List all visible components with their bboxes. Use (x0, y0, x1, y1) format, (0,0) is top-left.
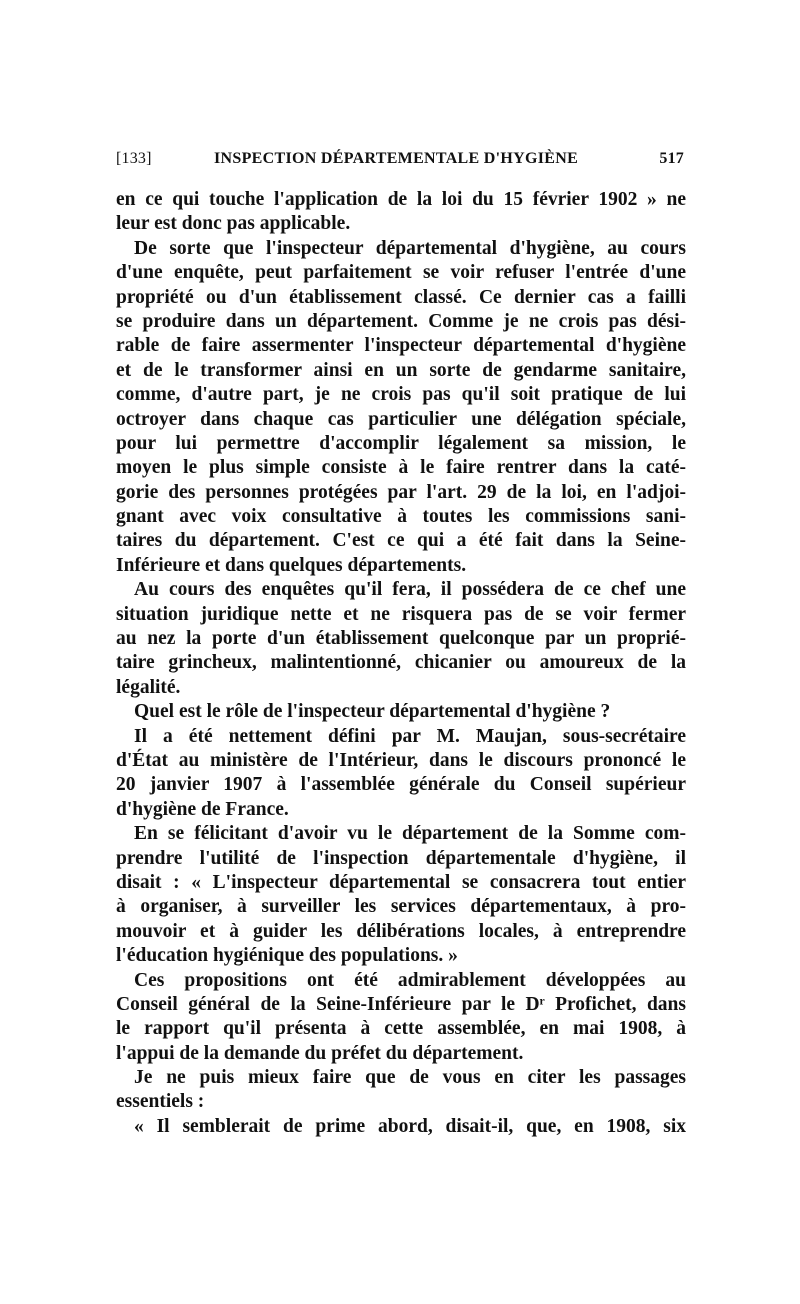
text-line: essentiels : (116, 1091, 205, 1113)
text-line: De sorte que l'inspecteur départemental d'hygiène, au cours (134, 237, 686, 259)
text-line: taire grincheux, malintentionné, chicanier ou amoureux de la (116, 652, 686, 674)
text-line: à organiser, à surveiller les services départementaux, à pro- (116, 896, 686, 918)
text-line: Ces propositions ont été admirablement développées au (134, 969, 686, 991)
text-line: au nez la porte d'un établissement quelconque par un proprié- (116, 628, 686, 650)
text-line: Inférieure et dans quelques départements. (116, 554, 467, 576)
text-line: pour lui permettre d'accomplir légalement sa mission, le (116, 432, 686, 454)
text-line: Conseil général de la Seine-Inférieure par le Dʳ Profichet, dans (116, 993, 686, 1015)
text-line: se produire dans un département. Comme je ne crois pas dési- (116, 310, 686, 332)
body-text (116, 188, 686, 1139)
page-number: 517 (659, 150, 684, 167)
text-line: Quel est le rôle de l'inspecteur départemental d'hygiène ? (134, 701, 611, 723)
text-line: mouvoir et à guider les délibérations locales, à entreprendre (116, 920, 686, 942)
text-line: rable de faire assermenter l'inspecteur départemental d'hygiène (116, 335, 686, 357)
text-line: comme, d'autre part, je ne crois pas qu'il soit pratique de lui (116, 384, 686, 406)
text-line: Au cours des enquêtes qu'il fera, il possédera de ce chef une (134, 579, 686, 601)
text-line: le rapport qu'il présenta à cette assemblée, en mai 1908, à (116, 1018, 686, 1040)
running-head (116, 150, 684, 174)
text-line: l'appui de la demande du préfet du département. (116, 1042, 524, 1064)
page-reference: [133] (116, 150, 152, 167)
text-line: 20 janvier 1907 à l'assemblée générale du Conseil supérieur (116, 774, 686, 796)
text-line: prendre l'utilité de l'inspection départementale d'hygiène, il (116, 847, 686, 869)
running-title: INSPECTION DÉPARTEMENTALE D'HYGIÈNE (214, 150, 579, 167)
text-line: d'État au ministère de l'Intérieur, dans le discours prononcé le (116, 749, 686, 771)
text-line: octroyer dans chaque cas particulier une délégation spéciale, (116, 408, 686, 430)
text-line: d'hygiène de France. (116, 798, 289, 820)
text-line: propriété ou d'un établissement classé. Ce dernier cas a failli (116, 286, 686, 308)
text-line: Je ne puis mieux faire que de vous en citer les passages (134, 1067, 686, 1089)
text-line: gorie des personnes protégées par l'art. 29 de la loi, en l'adjoi- (116, 481, 686, 503)
text-line: d'une enquête, peut parfaitement se voir refuser l'entrée d'une (116, 262, 686, 284)
text-line: moyen le plus simple consiste à le faire rentrer dans la caté- (116, 457, 686, 479)
text-line: l'éducation hygiénique des populations. » (116, 945, 458, 967)
text-line: taires du département. C'est ce qui a été fait dans la Seine- (116, 530, 686, 552)
text-line: disait : « L'inspecteur départemental se consacrera tout entier (116, 871, 686, 893)
text-line: En se félicitant d'avoir vu le département de la Somme com- (134, 823, 686, 845)
text-line: Il a été nettement défini par M. Maujan, sous-secrétaire (134, 725, 686, 747)
text-line: et de le transformer ainsi en un sorte de gendarme sanitaire, (116, 359, 686, 381)
text-line: « Il semblerait de prime abord, disait-il, que, en 1908, six (134, 1115, 686, 1137)
text-line: situation juridique nette et ne risquera pas de se voir fermer (116, 603, 686, 625)
text-line: légalité. (116, 676, 181, 698)
text-line: en ce qui touche l'application de la loi du 15 février 1902 » ne (116, 189, 686, 210)
text-line: leur est donc pas applicable. (116, 213, 351, 235)
text-line: gnant avec voix consultative à toutes les commissions sani- (116, 506, 686, 528)
